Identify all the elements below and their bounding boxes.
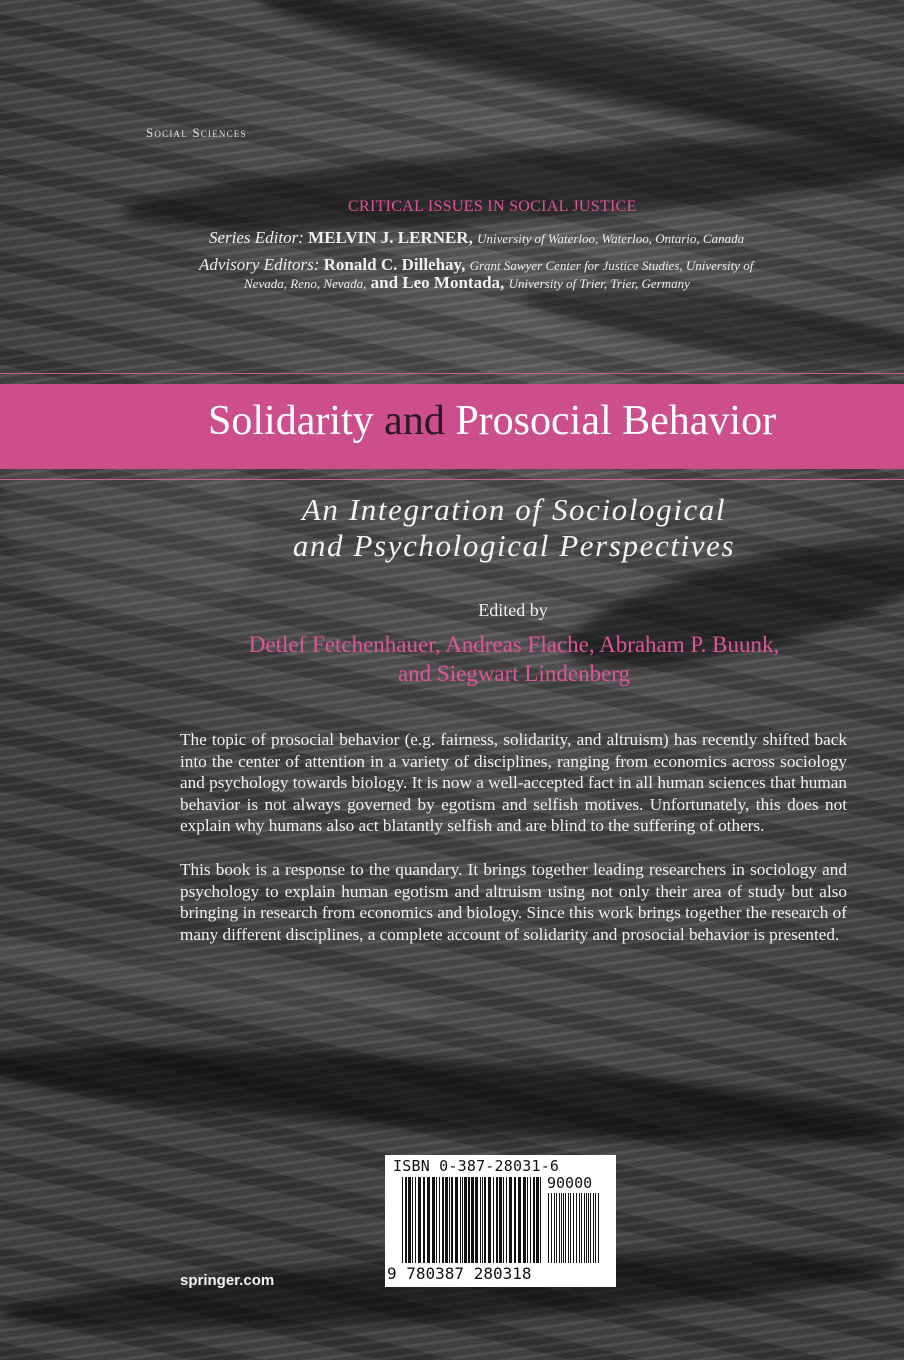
barcode-bar <box>480 1177 481 1263</box>
barcode-bar <box>506 1177 507 1263</box>
editors-line: Detlef Fetchenhauer, Andreas Flache, Abraham P. Buunk, <box>248 632 780 657</box>
editors-line: and Siegwart Lindenberg <box>397 661 631 686</box>
barcode-bar <box>570 1193 571 1263</box>
title-part: Prosocial Behavior <box>444 398 777 444</box>
advisory-editors-line <box>199 255 753 275</box>
isbn-text: ISBN 0-387-28031-6 <box>393 1157 560 1175</box>
barcode-bar <box>471 1177 474 1263</box>
barcode-bar <box>412 1177 413 1263</box>
barcode-bar <box>556 1193 557 1263</box>
category-label: Social Sciences <box>146 125 247 140</box>
series-editor-name: MELVIN J. LERNER, <box>308 228 473 247</box>
barcode-bar <box>565 1193 566 1263</box>
advisory-editor-affiliation: Nevada, Reno, Nevada, <box>244 276 367 291</box>
barcode-bar <box>455 1177 458 1263</box>
barcode-bar <box>568 1193 569 1263</box>
title-part: Solidarity <box>208 398 385 444</box>
publisher-url[interactable]: springer.com <box>180 1272 275 1289</box>
book-subtitle <box>200 492 828 564</box>
barcode-bar <box>527 1177 528 1263</box>
barcode-bar <box>439 1177 440 1263</box>
barcode-bar <box>415 1177 416 1263</box>
subtitle-line: An Integration of Sociological <box>301 492 727 527</box>
barcode-bar <box>551 1193 552 1263</box>
barcode-bar <box>484 1177 486 1263</box>
advisory-editors-line <box>244 273 690 293</box>
barcode-bar <box>559 1193 560 1263</box>
barcode-bar <box>493 1177 494 1263</box>
ean-number: 9 780387 280318 <box>387 1264 532 1283</box>
barcode-bar <box>536 1177 539 1263</box>
barcode-bar <box>554 1193 555 1263</box>
book-title <box>208 397 776 445</box>
barcode-bar <box>405 1177 407 1263</box>
barcode-bar <box>518 1177 521 1263</box>
barcode-bar <box>402 1177 403 1263</box>
barcode-bar <box>462 1177 463 1263</box>
title-part: and <box>384 398 445 444</box>
barcode-bar <box>423 1177 425 1263</box>
barcode-bar <box>449 1177 450 1263</box>
barcode-bar <box>563 1193 564 1263</box>
barcode-bar <box>432 1177 435 1263</box>
barcode-bar <box>576 1193 577 1263</box>
barcode-bar <box>427 1177 430 1263</box>
addon-barcode-bars <box>547 1193 601 1267</box>
barcode-bar <box>588 1193 589 1263</box>
barcode-bar <box>436 1177 437 1263</box>
barcode-bar <box>488 1177 491 1263</box>
barcode-bar <box>584 1193 585 1263</box>
barcode-bar <box>590 1193 591 1263</box>
divider-line <box>0 479 904 480</box>
divider-line <box>0 373 904 374</box>
barcode-bar <box>468 1177 470 1263</box>
barcode-bar <box>530 1177 531 1263</box>
barcode-bar <box>475 1177 478 1263</box>
edited-by-label: Edited by <box>478 600 548 620</box>
series-editor-label: Series Editor: <box>209 228 304 247</box>
price-code: 90000 <box>547 1174 593 1192</box>
barcode-bar <box>514 1177 516 1263</box>
barcode-bar <box>408 1177 411 1263</box>
barcode-bar <box>451 1177 453 1263</box>
barcode-bar <box>540 1177 541 1263</box>
description-paragraph: This book is a response to the quandary. It brings together leading researchers in sociology and psychology to explain human egotism and altruism using not only their area of study but also bringing in research from economics and biology. Since this work brings together the research of many different disciplines, a complete account of solidarity and prosocial behavior is presented. <box>180 860 847 944</box>
barcode-bar <box>561 1193 562 1263</box>
advisory-editor-name: and Leo Montada, <box>370 273 505 292</box>
barcode-bar <box>573 1193 574 1263</box>
advisory-editor-name: Ronald C. Dillehay, <box>323 255 466 274</box>
barcode-bar <box>442 1177 444 1263</box>
barcode-bar <box>509 1177 512 1263</box>
barcode-bar <box>523 1177 526 1263</box>
barcode-bar <box>503 1177 504 1263</box>
book-editors <box>200 630 828 688</box>
series-name: CRITICAL ISSUES IN SOCIAL JUSTICE <box>348 198 637 215</box>
barcode-bar <box>595 1193 596 1263</box>
barcode-bar <box>586 1193 587 1263</box>
barcode-bar <box>581 1193 582 1263</box>
barcode-bar <box>533 1177 535 1263</box>
barcode-bar <box>579 1193 580 1263</box>
barcode-bar <box>445 1177 448 1263</box>
series-editor-affiliation: University of Waterloo, Waterloo, Ontario, Canada <box>477 231 745 246</box>
barcode-bar <box>499 1177 502 1263</box>
barcode-bar <box>482 1177 483 1263</box>
advisory-editor-affiliation: University of Trier, Trier, Germany <box>508 276 690 291</box>
barcode-bar <box>460 1177 461 1263</box>
subtitle-line: and Psychological Perspectives <box>292 528 736 563</box>
barcode-bar <box>464 1177 467 1263</box>
advisory-editor-affiliation: Grant Sawyer Center for Justice Studies, University of <box>469 258 754 273</box>
barcode <box>385 1155 616 1287</box>
description-paragraph: The topic of prosocial behavior (e.g. fairness, solidarity, and altruism) has recently shifted back into the center of attention in a variety of disciplines, ranging from economics across sociology and psychology towards biology. It is now a well-accepted fact in all human sciences that human behavior is not always governed by egotism and selfish motives. Unfortunately, this does not explain why humans also act blatantly selfish and are blind to the suffering of others. <box>180 730 847 836</box>
advisory-editors-label: Advisory Editors: <box>199 255 320 274</box>
series-editor-line <box>209 228 744 248</box>
barcode-bar <box>593 1193 594 1263</box>
ean-barcode-bars <box>401 1177 543 1269</box>
barcode-bar <box>598 1193 599 1263</box>
barcode-bar <box>418 1177 421 1263</box>
barcode-bar <box>548 1193 549 1263</box>
barcode-bar <box>496 1177 498 1263</box>
background-texture-stripe <box>0 1027 904 1164</box>
